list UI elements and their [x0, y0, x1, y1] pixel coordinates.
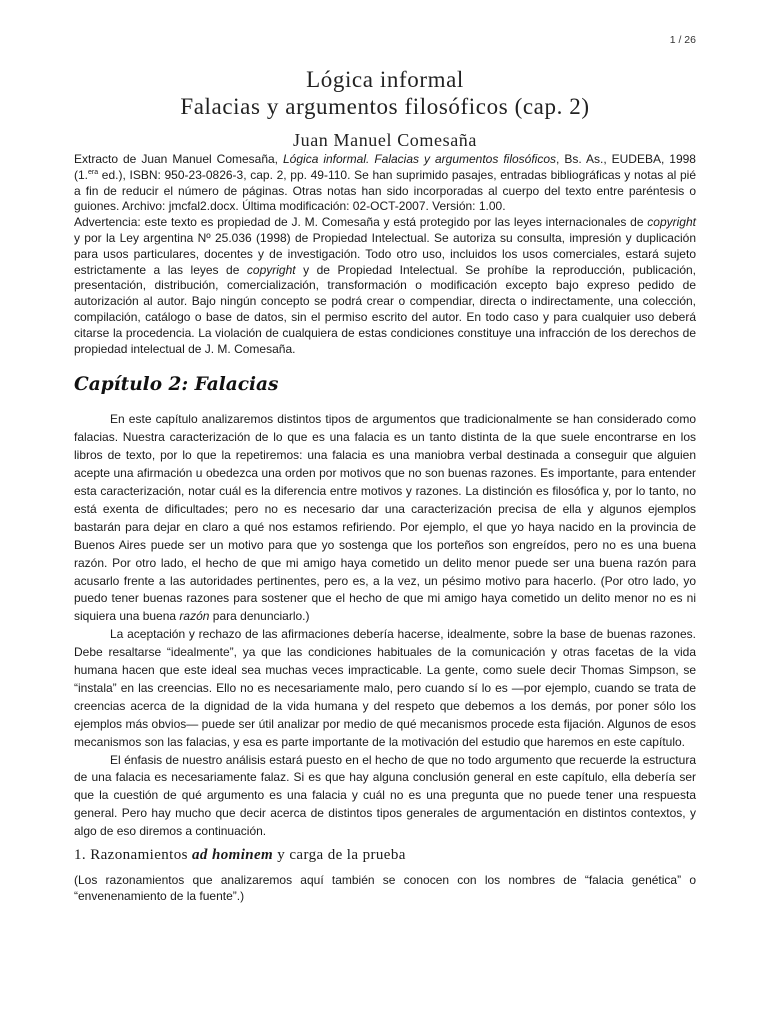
body-paragraph-3: El énfasis de nuestro análisis estará puesto en el hecho de que no todo argumento que recuerde la estructura de una falacia es necesariamente falaz. Si es que hay alguna conclusión general en este capítulo, ella debería ser que la cuestión de qué argumento es una falacia y cuál no es una pregunta que no puede tener una respuesta general. Pero hay mucho que decir acerca de distintos tipos generales de argumentación en distintos contextos, y algo de eso diremos a continuación. — [74, 752, 696, 839]
abstract-prefix: Extracto de Juan Manuel Comesaña, — [74, 152, 283, 166]
chapter-heading: Capítulo 2: Falacias — [74, 374, 279, 396]
body-paragraph-1 — [74, 411, 696, 626]
abstract-suffix: ed.), ISBN: 950-23-0826-3, cap. 2, pp. 49-110. Se han suprimido pasajes, entradas bibliográficas y notas al pié a fin de reducir el número de páginas. Otras notas han sido incorporadas al cuerpo del texto entre paréntesis o guiones. Archivo: jmcfal2.docx. Última modificación: 02-OCT-2007. Versión: 1.00. — [74, 167, 696, 214]
p1-emphasis: razón — [179, 609, 210, 624]
document-author: Juan Manuel Comesaña — [293, 130, 477, 150]
document-subtitle: Falacias y argumentos filosóficos (cap. 2) — [180, 94, 590, 119]
abstract-paragraph — [74, 152, 696, 215]
section-number: 1. Razonamientos — [74, 847, 193, 864]
abstract-edition-sup: era — [88, 168, 99, 176]
section-note: (Los razonamientos que analizaremos aquí también se conocen con los nombres de “falacia genética” o “envenenamiento de la fuente”.) — [74, 873, 696, 904]
body-paragraph-2: La aceptación y rechazo de las afirmaciones debería hacerse, idealmente, sobre la base de buenas razones. Debe resaltarse “idealmente”, ya que las condiciones habituales de la comunicación y otras facetas de la vida humana hacen que este ideal sea muchas veces impracticable. La gente, como suele decir Thomas Simpson, se “instala” en las creencias. Ello no es necesariamente malo, pero cuando sí lo es —por ejemplo, cuando se trata de creencias acerca de la dignidad de la vida humana y del respeto que debemos a los demás, por poner sólo los ejemplos más obvios— puede ser útil analizar por medio de qué mecanismos procede esta fijación. Algunos de esos mecanismos son las falacias, y esa es parte importante de la motivación del estudio que haremos en este capítulo. — [74, 627, 696, 749]
notice-part-2: y por la Ley argentina Nº 25.036 (1998) de Propiedad Intelectual. Se autoriza su consulta, impresión y duplicación para usos particulares, docentes y de investigación. Todo otro uso, incluidos los usos comerciales, estará sujeto estrictamente a las leyes de — [74, 230, 696, 277]
section-emphasis: ad hominem — [192, 847, 274, 864]
abstract-mid: , Bs. As., EUDEBA, 1998 (1. — [74, 152, 696, 182]
document-title: Lógica informal — [306, 67, 464, 92]
p1-text-a: En este capítulo analizaremos distintos tipos de argumentos que tradicionalmente se han considerado como falacias. Nuestra caracterización de lo que es una falacia es un tanto distinta de la que suele encontrarse en los libros de texto, por lo que la repetiremos: una falacia es una maniobra verbal destinada a conseguir que alguien acepte una afirmación u obedezca una orden por motivos que no son buenas razones. Es importante, para entender esta caracterización, notar cuál es la diferencia entre motivos y razones. La distinción es filosófica y, por lo tanto, no está exenta de dificultades; pero no es necesario dar una caracterización precisa de ella y algunos ejemplos bastarán para dejar en claro a qué nos estamos refiriendo. Por ejemplo, el que yo haya nacido en la provincia de Buenos Aires puede ser un motivo para que yo sostenga que los porteños son engreídos, pero no es una buena razón. Por otro lado, el hecho de que mi amigo haya cometido un delito menor puede ser una buena razón para acusarlo frente a las autoridades pertinentes, pero es, a la vez, un pésimo motivo para hacerlo. (Por otro lado, yo puedo tener buenas razones para sostener que el hecho de que mi amigo haya cometido un delito menor no es ni siquiera una buena — [74, 412, 696, 624]
abstract-book-title: Lógica informal. Falacias y argumentos filosóficos — [283, 152, 557, 166]
notice-part-1: Advertencia: este texto es propiedad de J. M. Comesaña y está protegido por las leyes internacionales de — [74, 215, 648, 230]
copyright-notice — [74, 215, 696, 357]
notice-part-3: y de Propiedad Intelectual. Se prohíbe la reproducción, publicación, presentación, distribución, comercialización, transformación o modificación excepto bajo expreso pedido de autorización al autor. Bajo ningún concepto se podrá crear o compendiar, directa o indirectamente, una colección, compilación, catálogo o base de datos, sin el permiso escrito del autor. En todo caso y para cualquier uso deberá citarse la procedencia. La violación de cualquiera de estas condiciones constituye una infracción de los derechos de propiedad intelectual de J. M. Comesaña. — [74, 262, 696, 356]
page-number: 1 / 26 — [669, 34, 696, 46]
document-page — [74, 0, 696, 904]
notice-copyright-2: copyright — [246, 262, 296, 277]
section-heading — [74, 847, 696, 864]
p1-text-b: para denunciarlo.) — [209, 609, 310, 624]
section-rest: y carga de la prueba — [273, 847, 406, 864]
title-block — [74, 66, 696, 152]
notice-copyright-1: copyright — [647, 215, 696, 230]
chapter-body — [74, 411, 696, 841]
section-intro — [74, 872, 696, 904]
